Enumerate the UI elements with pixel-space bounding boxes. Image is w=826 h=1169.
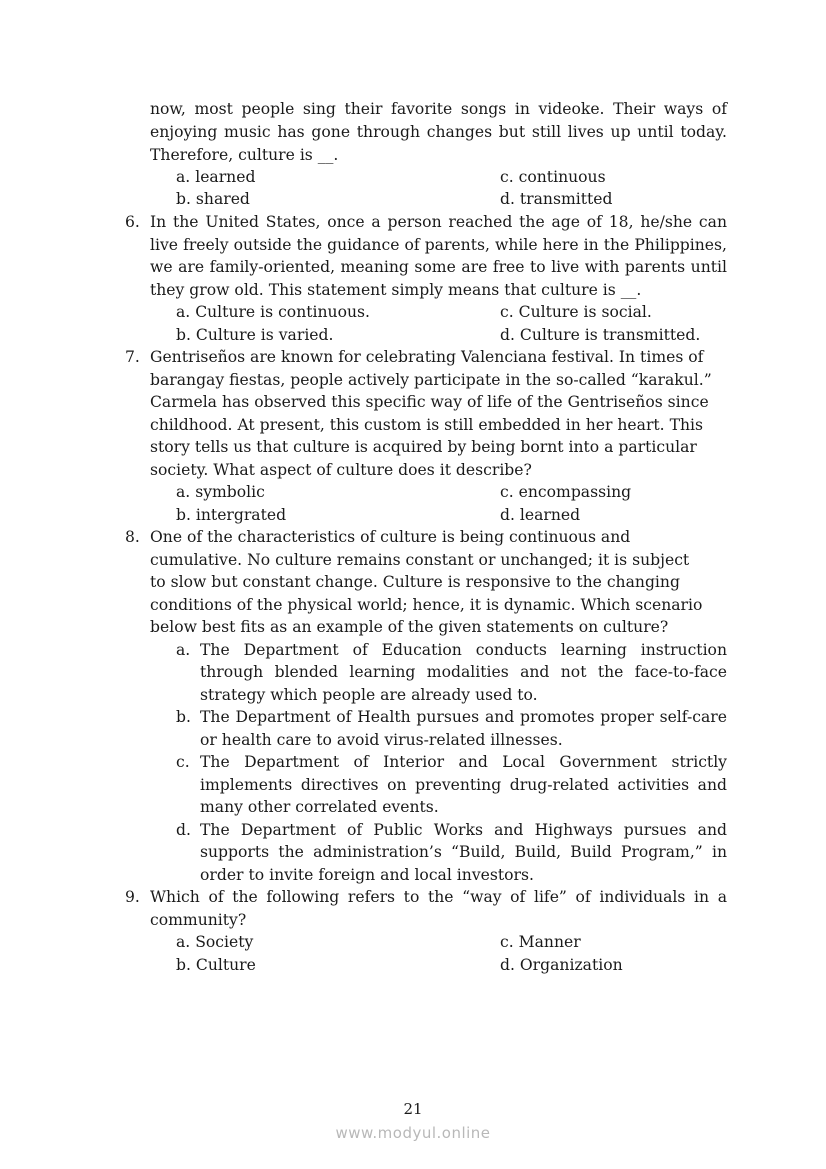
option-text-line: supports the administration’s “Build, Build, Build Program,” in — [200, 843, 727, 861]
option-c: c. Culture is social. — [500, 303, 652, 321]
option-text-line: strategy which people are already used to. — [200, 686, 538, 704]
option-b: b. intergrated — [176, 506, 287, 524]
option-text-line: order to invite foreign and local investors. — [200, 866, 534, 884]
option-text-line: through blended learning modalities and not the face-to-face — [200, 663, 727, 681]
question-text-line: below best fits as an example of the given statements on culture? — [150, 618, 669, 636]
question-number: 7. — [125, 348, 140, 366]
question-number: 9. — [125, 888, 140, 906]
option-d: d. Culture is transmitted. — [500, 326, 701, 344]
question-text-line: enjoying music has gone through changes but still lives up until today. — [150, 123, 727, 141]
question-text-line: Gentriseños are known for celebrating Valenciana festival. In times of — [150, 348, 704, 366]
option-d: d. transmitted — [500, 190, 613, 208]
option-a: a. symbolic — [176, 483, 265, 501]
question-text-line: community? — [150, 911, 247, 929]
question-text-line: Which of the following refers to the “way of life” of individuals in a — [150, 888, 727, 906]
question-text-line: live freely outside the guidance of parents, while here in the Philippines, — [150, 236, 727, 254]
option-a: a. learned — [176, 168, 256, 186]
question-text-line: Carmela has observed this specific way of life of the Gentriseños since — [150, 393, 709, 411]
option-c: c. Manner — [500, 933, 581, 951]
option-a: a. Society — [176, 933, 254, 951]
option-d: d. learned — [500, 506, 581, 524]
option-letter: c. — [176, 753, 190, 771]
option-text-line: The Department of Interior and Local Government strictly — [200, 753, 727, 771]
option-letter: d. — [176, 821, 191, 839]
option-c: c. encompassing — [500, 483, 632, 501]
option-text-line: many other correlated events. — [200, 798, 439, 816]
option-b: b. Culture — [176, 956, 256, 974]
question-text-line: to slow but constant change. Culture is responsive to the changing — [150, 573, 680, 591]
question-text-line: childhood. At present, this custom is still embedded in her heart. This — [150, 416, 704, 434]
option-text-line: The Department of Education conducts learning instruction — [200, 641, 727, 659]
question-text-line: we are family-oriented, meaning some are free to live with parents until — [150, 258, 727, 276]
option-text-line: implements directives on preventing drug-related activities and — [200, 776, 727, 794]
page-number: 21 — [403, 1100, 423, 1118]
watermark: www.modyul.online — [335, 1124, 491, 1142]
question-text-line: In the United States, once a person reached the age of 18, he/she can — [150, 213, 727, 231]
question-text-line: Therefore, culture is __. — [150, 146, 339, 164]
question-number: 6. — [125, 213, 140, 231]
question-text-line: One of the characteristics of culture is being continuous and — [150, 528, 631, 546]
question-text-line: story tells us that culture is acquired by being bornt into a particular — [150, 438, 697, 456]
option-text-line: or health care to avoid virus-related illnesses. — [200, 731, 563, 749]
question-number: 8. — [125, 528, 140, 546]
question-text-line: they grow old. This statement simply means that culture is __. — [150, 281, 642, 299]
option-a: a. Culture is continuous. — [176, 303, 370, 321]
question-text-line: barangay fiestas, people actively participate in the so-called “karakul.” — [150, 371, 712, 389]
option-d: d. Organization — [500, 956, 623, 974]
question-text-line: cumulative. No culture remains constant or unchanged; it is subject — [150, 551, 690, 569]
question-text-line: conditions of the physical world; hence, it is dynamic. Which scenario — [150, 596, 703, 614]
question-text-line: society. What aspect of culture does it describe? — [150, 461, 532, 479]
option-letter: a. — [176, 641, 191, 659]
option-letter: b. — [176, 708, 191, 726]
option-c: c. continuous — [500, 168, 606, 186]
option-b: b. Culture is varied. — [176, 326, 334, 344]
question-text-line: now, most people sing their favorite songs in videoke. Their ways of — [150, 100, 727, 118]
option-text-line: The Department of Public Works and Highways pursues and — [200, 821, 727, 839]
option-text-line: The Department of Health pursues and promotes proper self-care — [200, 708, 727, 726]
option-b: b. shared — [176, 190, 250, 208]
